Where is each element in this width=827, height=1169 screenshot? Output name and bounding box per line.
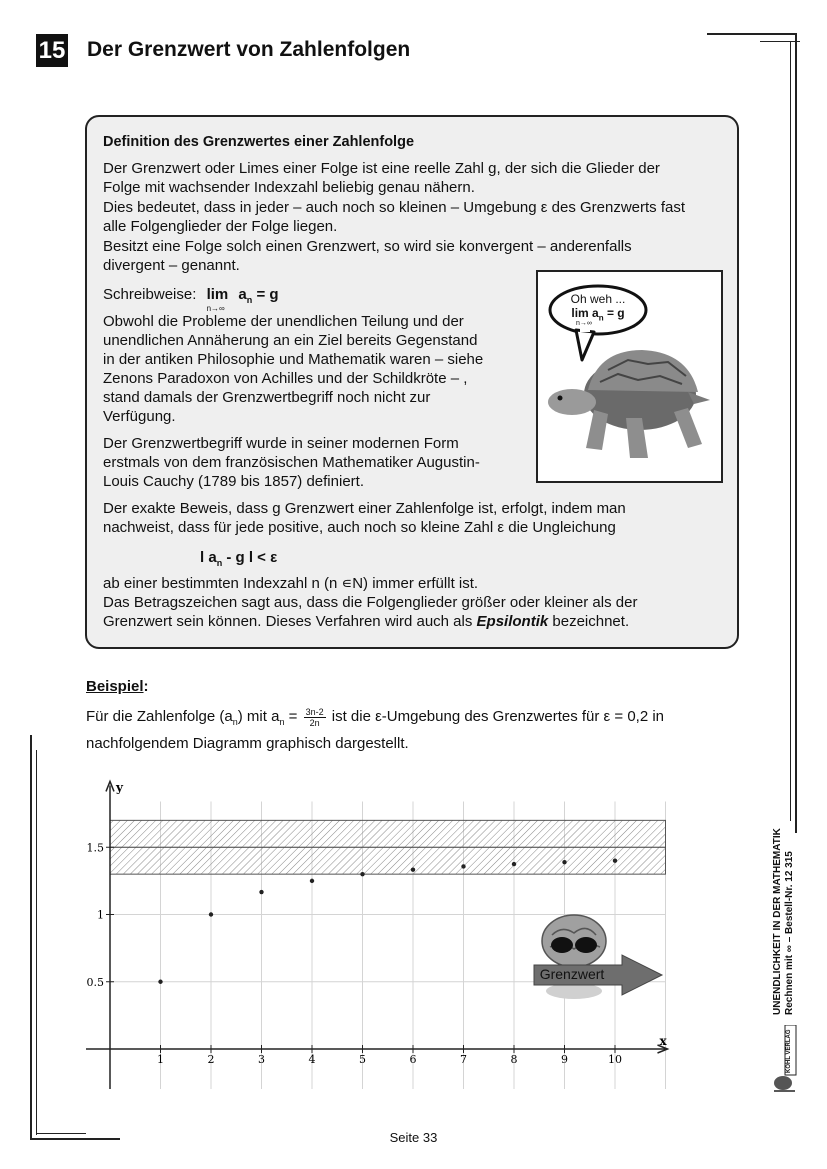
lim-subscript: n→∞ bbox=[206, 304, 225, 313]
publisher-logo: KOHL VERLAG bbox=[771, 1025, 799, 1093]
definition-text: Der Grenzwert oder Limes einer Folge ist eine reelle Zahl g, der sich die Glieder der bbox=[103, 160, 660, 177]
cauchy-text: Der Grenzwertbegriff wurde in seiner modernen Form bbox=[103, 435, 459, 452]
sequence-a: a bbox=[238, 286, 247, 303]
proof-text: nachweist, dass für jede positive, auch noch so kleine Zahl ε die Ungleichung bbox=[103, 519, 616, 536]
history-text: Verfügung. bbox=[103, 408, 176, 425]
history-text: Zenons Paradoxon von Achilles und der Schildkröte – , bbox=[103, 370, 468, 387]
x-tick-label: 1 bbox=[157, 1053, 164, 1066]
y-tick-label: 1.5 bbox=[86, 841, 104, 855]
left-frame-line bbox=[36, 750, 37, 1135]
notation-label: Schreibweise: bbox=[103, 286, 197, 303]
lim-subscript: n→∞ bbox=[576, 320, 592, 327]
chapter-number: 15 bbox=[36, 34, 68, 67]
y-tick-label: 0.5 bbox=[86, 975, 104, 989]
data-point bbox=[411, 868, 415, 872]
lim-symbol: lim bbox=[206, 286, 229, 303]
closing-text: Das Betragszeichen sagt aus, dass die Folgenglieder größer oder kleiner als der bbox=[103, 594, 638, 611]
data-point bbox=[259, 890, 263, 894]
lim-symbol: lim bbox=[571, 306, 589, 320]
right-frame-line bbox=[795, 33, 797, 833]
cauchy-text: erstmals von dem französischen Mathematiker Augustin- bbox=[103, 454, 480, 471]
x-tick-label: 10 bbox=[608, 1053, 622, 1066]
data-point bbox=[512, 862, 516, 866]
formula-fraction: $\frac{3n-2}{2n}$ bbox=[305, 706, 324, 728]
grenzwert-label: Grenzwert bbox=[539, 966, 605, 982]
top-right-frame-line bbox=[707, 33, 797, 35]
definition-text: Folge mit wachsender Indexzahl beliebig genau nähern. bbox=[103, 179, 475, 196]
proof-text: Der exakte Beweis, dass g Grenzwert einer Zahlenfolge ist, erfolgt, indem man bbox=[103, 500, 626, 517]
history-text: in der antiken Philosophie und Mathematik waren – siehe bbox=[103, 351, 484, 368]
data-point bbox=[209, 912, 213, 916]
data-point bbox=[360, 872, 364, 876]
cauchy-text: Louis Cauchy (1789 bis 1857) definiert. bbox=[103, 473, 364, 490]
x-tick-label: 9 bbox=[561, 1053, 568, 1066]
inequality: l $a_n$ - g l < ε bbox=[200, 549, 278, 568]
x-tick-label: 2 bbox=[207, 1053, 215, 1066]
notation-line bbox=[103, 285, 279, 311]
data-point bbox=[562, 860, 566, 864]
right-frame-line bbox=[790, 41, 791, 821]
definition-text: Besitzt eine Folge solch einen Grenzwert, so wird sie konvergent – anderenfalls bbox=[103, 238, 632, 255]
data-point bbox=[310, 879, 314, 883]
brain-icon bbox=[522, 913, 667, 1003]
publisher-logo-icon bbox=[771, 1025, 799, 1093]
speech-bubble-text: Oh weh ... $\lim a_n = g$ n→∞ bbox=[548, 292, 648, 325]
y-axis-arrow bbox=[106, 781, 114, 791]
x-tick-label: 8 bbox=[510, 1053, 518, 1066]
turtle-illustration bbox=[536, 270, 723, 483]
example-heading: Beispiel: bbox=[86, 678, 149, 695]
x-tick-label: 4 bbox=[308, 1053, 316, 1066]
x-tick-label: 3 bbox=[258, 1053, 265, 1066]
history-text: stand damals der Grenzwertbegriff noch nicht zur bbox=[103, 389, 431, 406]
example-text: Für die Zahlenfolge $(a_n)$ mit $a_n$ = $\frac{3n-2}{2n}$ ist die ε-Umgebung des Grenzwertes für ε = 0,2 in nachfolgendem Diagramm graphisch dargestellt. bbox=[86, 706, 665, 752]
grenzwert-mascot bbox=[522, 913, 667, 1003]
sequence-index: n bbox=[246, 295, 253, 305]
closing-text: Grenzwert sein können. Dieses Verfahren wird auch als Epsilontik bezeichnet. bbox=[103, 613, 630, 630]
definition-text: Dies bedeutet, dass in jeder – auch noch so kleinen – Umgebung ε des Grenzwerts fast bbox=[103, 199, 686, 216]
history-text: Obwohl die Probleme der unendlichen Teilung und der bbox=[103, 313, 464, 330]
x-axis-label: x bbox=[659, 1034, 667, 1048]
definition-heading: Definition des Grenzwertes einer Zahlenfolge bbox=[103, 134, 415, 150]
x-axis-arrow bbox=[658, 1045, 668, 1053]
page-number: Seite 33 bbox=[389, 1130, 438, 1145]
epsilon-band bbox=[110, 820, 666, 874]
x-tick-label: 6 bbox=[409, 1053, 417, 1066]
data-point bbox=[158, 980, 162, 984]
definition-text: divergent – genannt. bbox=[103, 257, 240, 274]
equals-g: = g bbox=[256, 286, 279, 303]
top-right-frame-line bbox=[760, 41, 800, 42]
data-point bbox=[461, 864, 465, 868]
definition-text: alle Folgenglieder der Folge liegen. bbox=[103, 218, 338, 235]
page-title: Der Grenzwert von Zahlenfolgen bbox=[87, 38, 411, 61]
history-text: unendlichen Annäherung an ein Ziel bereits Gegenstand bbox=[103, 332, 478, 349]
x-tick-label: 7 bbox=[460, 1053, 467, 1066]
data-point bbox=[613, 859, 617, 863]
y-axis-label: y bbox=[116, 780, 123, 795]
closing-text: ab einer bestimmten Indexzahl n (n ∊N) immer erfüllt ist. bbox=[103, 575, 479, 592]
x-tick-label: 5 bbox=[359, 1053, 366, 1066]
y-tick-label: 1 bbox=[97, 908, 104, 922]
book-imprint: UNENDLICHKEIT IN DER MATHEMATIK Rechnen mit ∞ – Bestell-Nr. 12 315 bbox=[772, 828, 795, 1015]
epsilontik-term: Epsilontik bbox=[476, 613, 549, 630]
left-frame-line bbox=[30, 735, 32, 1140]
